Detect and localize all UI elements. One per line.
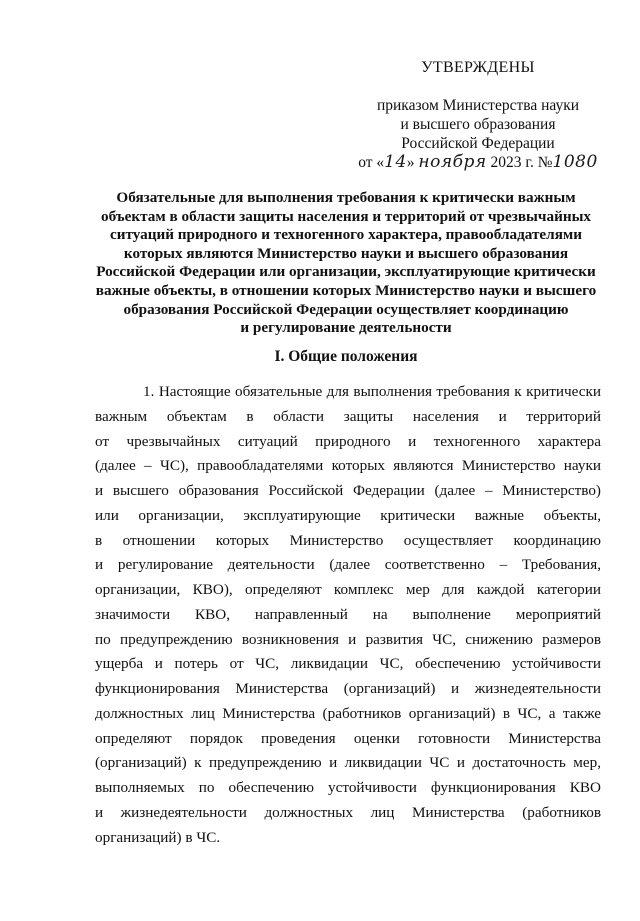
title-line: Российской Федерации или организации, эксплуатирующие критически: [96, 263, 596, 281]
handwritten-month: ноября: [418, 152, 487, 172]
paragraph-line: и высшего образования Российской Федерации (далее – Министерство): [95, 482, 601, 499]
paragraph-line: (организаций) к предупреждению и ликвидации ЧС и достаточность мер,: [95, 754, 601, 772]
paragraph-line: определяют порядок проведения оценки готовности Министерства: [95, 729, 601, 747]
paragraph-line: должностных лиц Министерства (работников организаций) в ЧС, а также: [95, 704, 601, 722]
paragraph-1: [95, 380, 601, 850]
paragraph-line: значимости КВО, направленный на выполнение мероприятий: [95, 605, 601, 623]
title-line: образования Российской Федерации осуществляет координацию: [123, 300, 569, 318]
document-title: [88, 189, 604, 338]
paragraph-line: организаций) в ЧС.: [95, 828, 221, 846]
paragraph-line: по предупреждению возникновения и развития ЧС, снижению размеров: [95, 630, 601, 648]
paragraph-line: (далее – ЧС), правообладателями которых являются Министерство науки: [95, 457, 601, 475]
title-line: которых являются Министерство науки и высшего образования: [123, 244, 569, 262]
handwritten-day: 14: [384, 152, 407, 172]
date-year: 2023 г. №: [486, 154, 553, 171]
title-line: важные объекты, в отношении которых Министерство науки и высшего: [95, 281, 597, 299]
paragraph-line: 1. Настоящие обязательные для выполнения требования к критически: [143, 383, 601, 400]
paragraph-line: от чрезвычайных ситуаций природного и техногенного характера: [95, 432, 601, 450]
handwritten-order-number: 1080: [552, 152, 598, 172]
title-line: объектам в области защиты населения и территорий от чрезвычайных: [100, 207, 592, 225]
approval-heading: УТВЕРЖДЕНЫ: [421, 59, 535, 76]
title-line: Обязательные для выполнения требования к критически важным: [116, 189, 576, 206]
paragraph-line: в отношении которых Министерство осуществляет координацию: [95, 531, 601, 549]
paragraph-line: функционирования Министерства (организаций) и жизнедеятельности: [95, 680, 601, 697]
order-date-line: [348, 153, 608, 172]
approval-block: [348, 58, 608, 172]
approval-line-3: Российской Федерации: [401, 135, 555, 152]
approval-line-2: и высшего образования: [400, 116, 556, 133]
paragraph-line: и жизнедеятельности должностных лиц Министерства (работников: [95, 803, 601, 821]
title-line: и регулирование деятельности: [240, 319, 452, 337]
paragraph-line: организации, КВО), определяют комплекс мер для каждой категории: [95, 581, 601, 598]
paragraph-line: важным объектам в области защиты населения и территорий: [95, 407, 601, 425]
paragraph-line: и регулирование деятельности (далее соответственно – Требования,: [95, 556, 601, 574]
title-line: ситуаций природного и техногенного характера, правообладателями: [109, 226, 583, 244]
paragraph-line: ущерба и потерь от ЧС, ликвидации ЧС, обеспечению устойчивости: [95, 655, 601, 673]
paragraph-line: выполняемых по обеспечению устойчивости функционирования КВО: [95, 779, 601, 796]
date-prefix: от «: [358, 154, 385, 171]
date-mid: »: [406, 154, 419, 171]
approval-line-1: приказом Министерства науки: [376, 97, 580, 114]
paragraph-line: или организации, эксплуатирующие критически важные объекты,: [95, 506, 601, 524]
section-heading: I. Общие положения: [274, 348, 418, 365]
